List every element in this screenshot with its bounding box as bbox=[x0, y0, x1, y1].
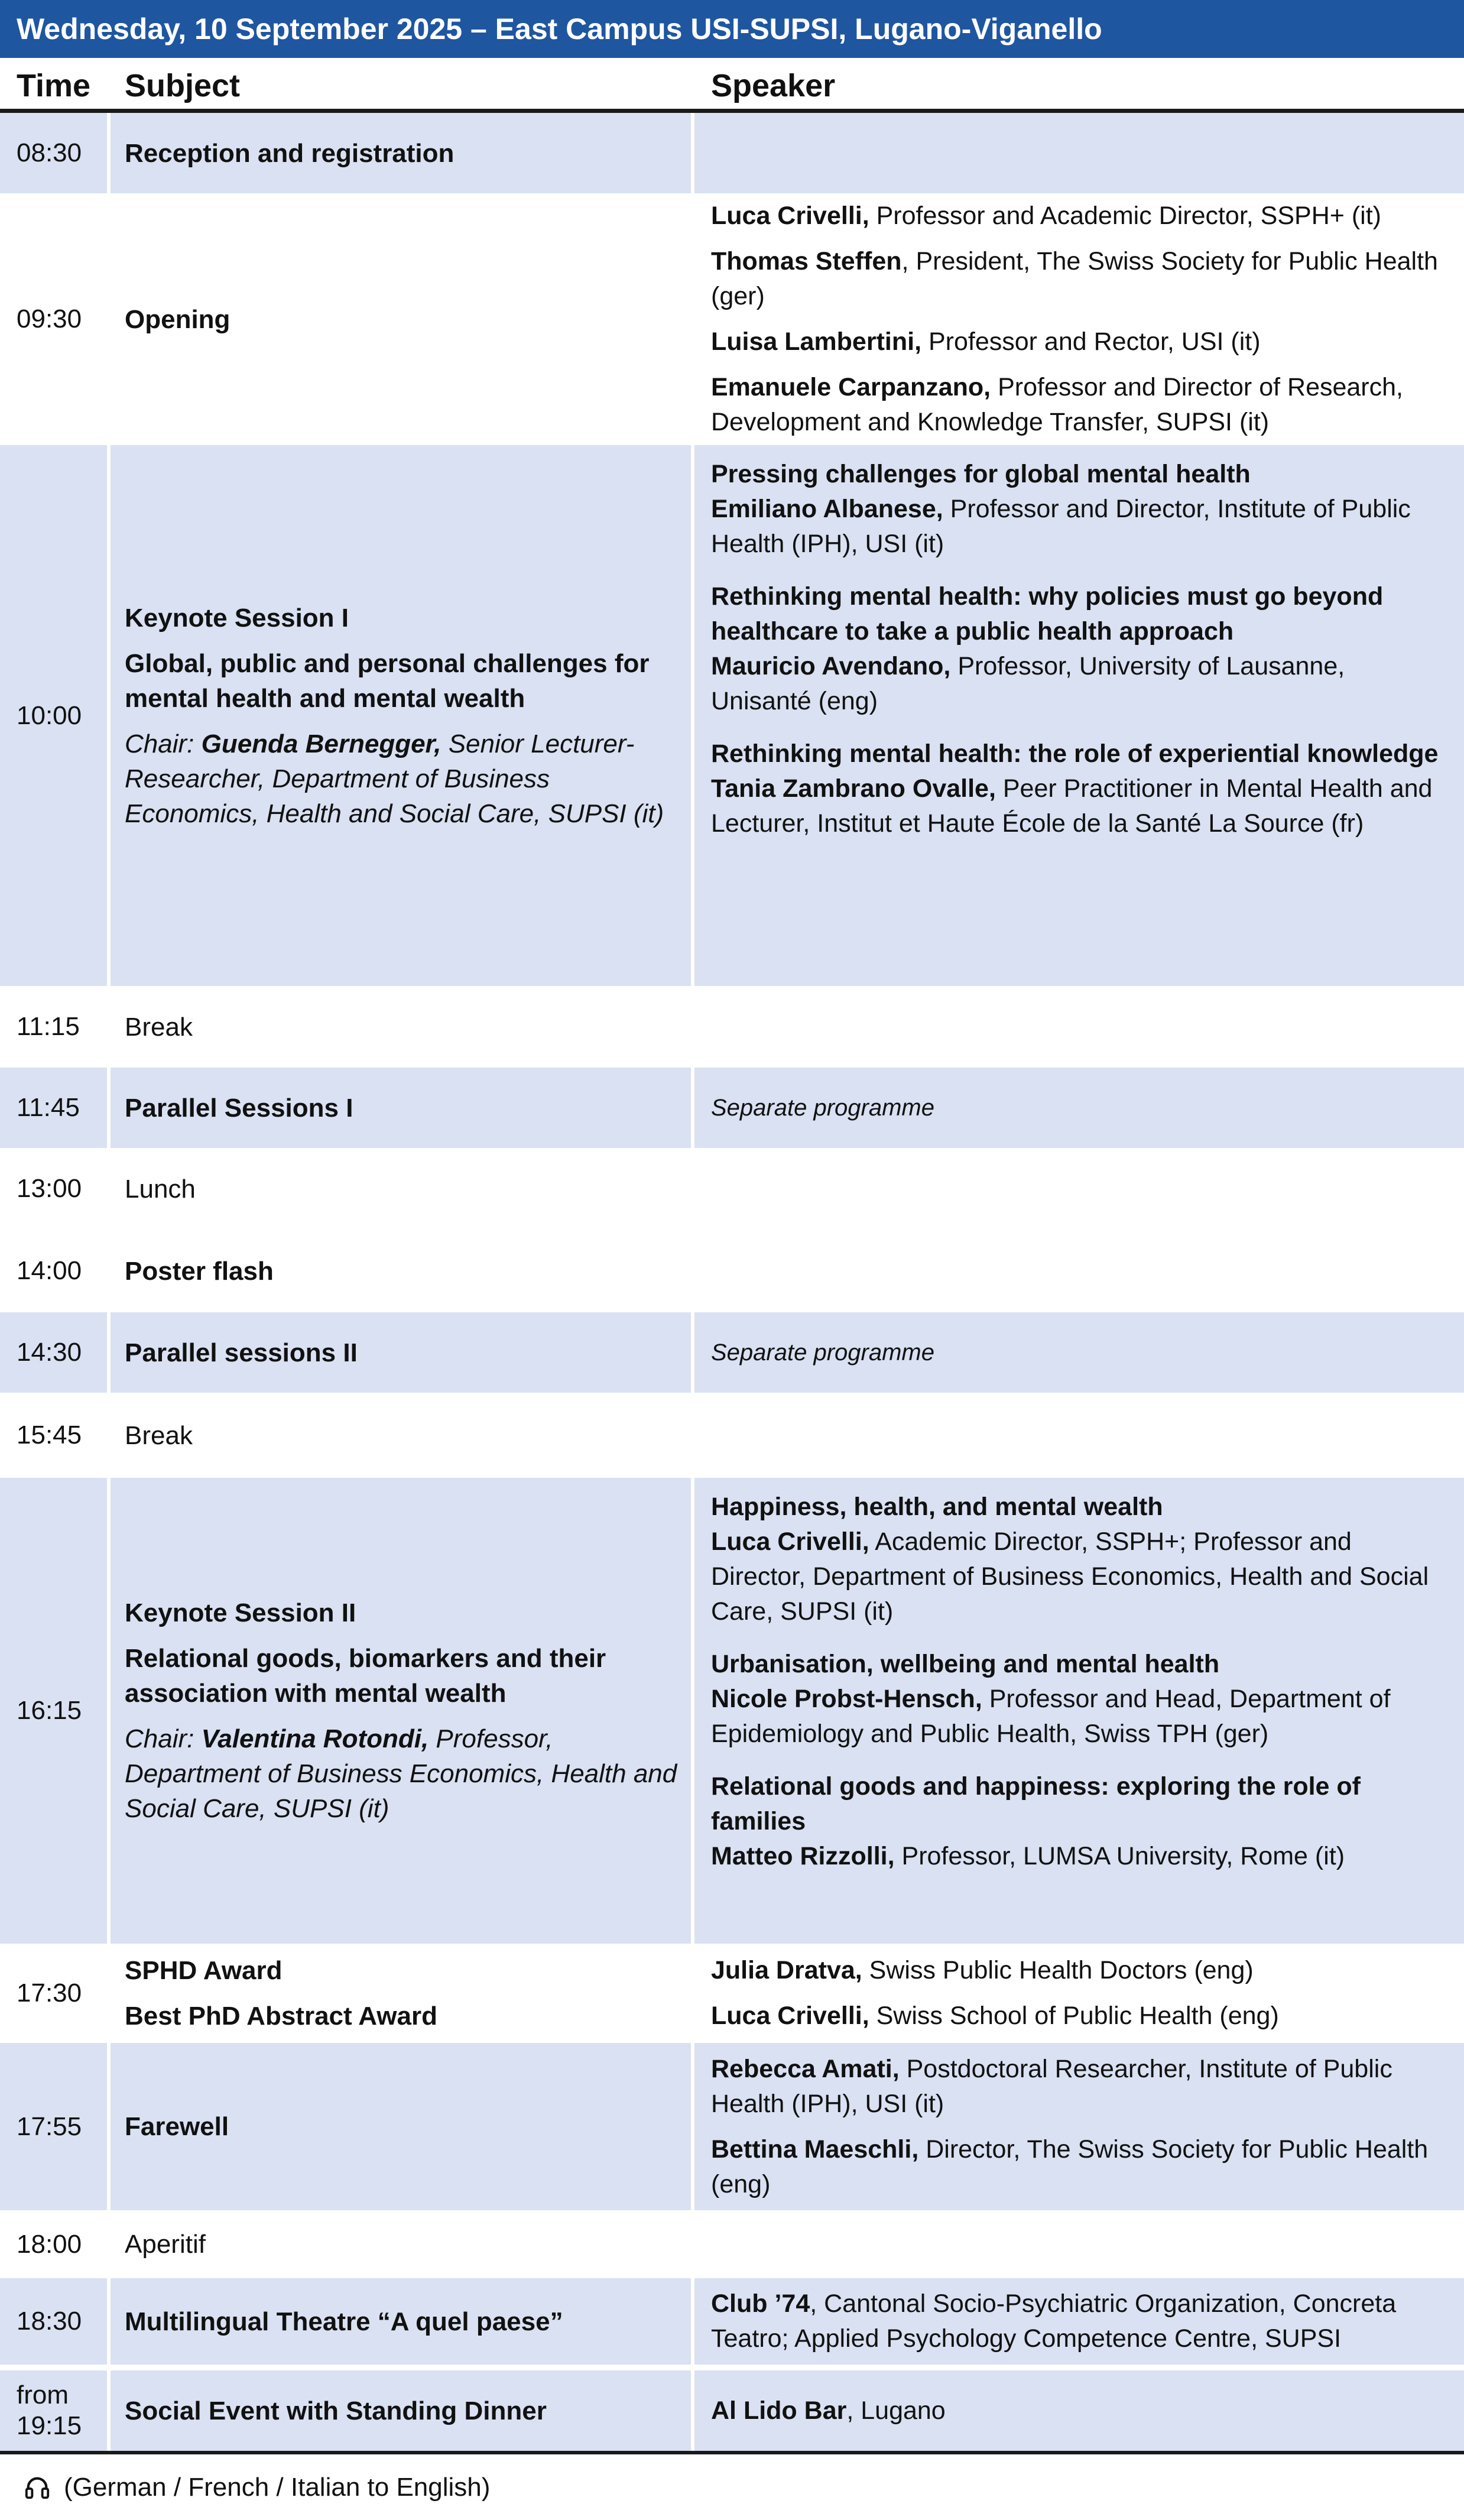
speaker-role: Professor and Director of Research, Development and Knowledge Transfer, SUPSI (it) bbox=[711, 373, 1403, 436]
subject-cell: Reception and registration bbox=[111, 113, 691, 193]
speaker-entry bbox=[711, 199, 1440, 233]
table-row bbox=[0, 113, 1464, 193]
interpretation-note bbox=[24, 2470, 490, 2505]
chair-name: Valentina Rotondi, bbox=[201, 1724, 429, 1753]
subject-cell bbox=[111, 445, 691, 986]
session-label: Keynote Session I bbox=[125, 603, 349, 633]
column-header-speaker: Speaker bbox=[711, 68, 836, 103]
time-cell: 17:30 bbox=[17, 1979, 82, 2007]
speaker-name: Emiliano Albanese, bbox=[711, 495, 943, 523]
speaker-role: Swiss Public Health Doctors (eng) bbox=[862, 1956, 1254, 1984]
speaker-entry bbox=[711, 1839, 1440, 1874]
speaker-role: Professor and Rector, USI (it) bbox=[921, 327, 1261, 356]
subject-cell bbox=[111, 1478, 691, 1944]
time-cell: 14:00 bbox=[17, 1256, 82, 1285]
time-cell bbox=[0, 2370, 107, 2451]
talk-title: Urbanisation, wellbeing and mental health bbox=[711, 1650, 1220, 1678]
time-cell: 16:15 bbox=[0, 1478, 107, 1944]
speaker-role: Professor, LUMSA University, Rome (it) bbox=[894, 1842, 1345, 1870]
table-row bbox=[0, 1230, 1464, 1312]
column-header-subject: Subject bbox=[125, 68, 241, 103]
chair-role: Professor, Department of Business Economics, Health and Social Care, SUPSI (it) bbox=[125, 1724, 677, 1823]
table-row bbox=[0, 1068, 1464, 1148]
speaker-role: Professor and Academic Director, SSPH+ (it) bbox=[869, 202, 1381, 230]
speaker-name: Luca Crivelli, bbox=[711, 2002, 869, 2030]
speaker-cell bbox=[694, 1944, 1464, 2043]
award-name: Best PhD Abstract Award bbox=[125, 2002, 437, 2031]
speaker-entry bbox=[711, 2052, 1440, 2122]
speaker-name: Thomas Steffen bbox=[711, 247, 902, 275]
speaker-name: Emanuele Carpanzano, bbox=[711, 373, 991, 401]
speaker-cell: Separate programme bbox=[694, 1312, 1464, 1393]
page-title: Wednesday, 10 September 2025 – East Campus USI-SUPSI, Lugano-Viganello bbox=[0, 0, 1464, 58]
speaker-entry bbox=[711, 1953, 1440, 1988]
speaker-name: Matteo Rizzolli, bbox=[711, 1842, 895, 1870]
speaker-role: Academic Director, SSPH+; Professor and Director, Department of Business Economics, Health and Social Care, SUPSI (it) bbox=[711, 1527, 1429, 1626]
speaker-name: Luca Crivelli, bbox=[711, 1527, 869, 1556]
speaker-cell bbox=[694, 193, 1464, 445]
speaker-cell bbox=[694, 2370, 1464, 2451]
speaker-entry bbox=[711, 2287, 1440, 2356]
table-row bbox=[0, 1312, 1464, 1393]
column-header-time: Time bbox=[17, 68, 91, 103]
table-row bbox=[0, 1393, 1464, 1478]
time-cell: 11:45 bbox=[0, 1068, 107, 1148]
headphones-icon bbox=[24, 2474, 51, 2501]
session-chair bbox=[125, 727, 679, 831]
subject-cell: Poster flash bbox=[125, 1256, 274, 1286]
session-title: Global, public and personal challenges for mental health and mental wealth bbox=[125, 648, 650, 713]
speaker-cell bbox=[694, 2043, 1464, 2210]
speaker-name: Rebecca Amati, bbox=[711, 2054, 900, 2083]
speaker-entry bbox=[711, 1525, 1440, 1629]
chair-label: Chair: bbox=[125, 729, 202, 758]
subject-cell: Parallel Sessions I bbox=[111, 1068, 691, 1148]
award-name: SPHD Award bbox=[125, 1956, 283, 1985]
speaker-entry bbox=[711, 1682, 1440, 1752]
table-row bbox=[0, 2043, 1464, 2210]
subject-cell: Farewell bbox=[111, 2043, 691, 2210]
footer-text: (German / French / Italian to English) bbox=[64, 2473, 491, 2502]
time-cell: 11:15 bbox=[17, 1012, 80, 1041]
subject-cell: Lunch bbox=[125, 1174, 196, 1204]
time-cell: 15:45 bbox=[17, 1420, 82, 1449]
speaker-entry bbox=[711, 1999, 1440, 2033]
speaker-role: , Lugano bbox=[846, 2396, 946, 2425]
speaker-role: Professor and Director, Institute of Public Health (IPH), USI (it) bbox=[711, 495, 1411, 558]
speaker-name: Bettina Maeschli, bbox=[711, 2135, 919, 2164]
speaker-role: , Cantonal Socio-Psychiatric Organization, Concreta Teatro; Applied Psychology Competence Centre, SUPSI bbox=[711, 2289, 1397, 2353]
speaker-role: Professor, University of Lausanne, Unisanté (eng) bbox=[711, 652, 1345, 715]
speaker-entry bbox=[711, 2132, 1440, 2202]
chair-role: Senior Lecturer-Researcher, Department of Business Economics, Health and Social Care, SUPSI (it) bbox=[125, 729, 664, 828]
chair-label: Chair: bbox=[125, 1724, 202, 1753]
table-row bbox=[0, 1478, 1464, 1944]
speaker-entry bbox=[711, 325, 1440, 359]
speaker-role: Director, The Swiss Society for Public Health (eng) bbox=[711, 2135, 1429, 2198]
speaker-name: Luisa Lambertini, bbox=[711, 327, 922, 356]
speaker-cell: Separate programme bbox=[694, 1068, 1464, 1148]
table-row bbox=[0, 2370, 1464, 2451]
subject-cell: Aperitif bbox=[125, 2230, 206, 2259]
speaker-entry bbox=[711, 649, 1440, 719]
subject-cell: Break bbox=[125, 1420, 193, 1450]
table-row bbox=[0, 1944, 1464, 2043]
speaker-role: , President, The Swiss Society for Public Health (ger) bbox=[711, 247, 1438, 310]
subject-cell: Multilingual Theatre “A quel paese” bbox=[111, 2278, 691, 2365]
time-cell: 10:00 bbox=[0, 445, 107, 986]
talk-title: Relational goods and happiness: exploring the role of families bbox=[711, 1772, 1361, 1835]
chair-name: Guenda Bernegger, bbox=[201, 729, 442, 758]
subject-cell: Break bbox=[125, 1012, 193, 1042]
header-rule bbox=[0, 109, 1464, 113]
footer-rule bbox=[0, 2451, 1464, 2454]
speaker-cell bbox=[694, 445, 1464, 986]
speaker-role: Swiss School of Public Health (eng) bbox=[869, 2002, 1279, 2030]
speaker-name: Mauricio Avendano, bbox=[711, 652, 951, 680]
session-label: Keynote Session II bbox=[125, 1598, 356, 1627]
session-chair bbox=[125, 1721, 679, 1826]
time-cell: 18:30 bbox=[0, 2278, 107, 2365]
talk-title: Rethinking mental health: the role of experiential knowledge bbox=[711, 740, 1439, 768]
table-row bbox=[0, 1148, 1464, 1230]
time-cell: 18:00 bbox=[17, 2229, 82, 2259]
talk-title: Pressing challenges for global mental health bbox=[711, 460, 1251, 488]
time-cell: 17:55 bbox=[0, 2043, 107, 2210]
speaker-role: Peer Practitioner in Mental Health and Lecturer, Institut et Haute École de la Santé La Source (fr) bbox=[711, 774, 1433, 838]
speaker-name: Nicole Probst-Hensch, bbox=[711, 1685, 982, 1713]
session-title: Relational goods, biomarkers and their association with mental wealth bbox=[125, 1644, 606, 1708]
speaker-cell bbox=[694, 1478, 1464, 1944]
time-cell: 08:30 bbox=[0, 113, 107, 193]
speaker-cell bbox=[694, 113, 1464, 193]
speaker-entry bbox=[711, 492, 1440, 562]
speaker-entry bbox=[711, 244, 1440, 314]
table-row bbox=[0, 193, 1464, 445]
speaker-name: Club ’74 bbox=[711, 2289, 810, 2318]
talk-title: Happiness, health, and mental wealth bbox=[711, 1493, 1163, 1521]
table-row bbox=[0, 2210, 1464, 2278]
speaker-name: Luca Crivelli, bbox=[711, 202, 869, 230]
table-row bbox=[0, 445, 1464, 986]
table-row bbox=[0, 986, 1464, 1068]
speaker-role: Postdoctoral Researcher, Institute of Public Health (IPH), USI (it) bbox=[711, 2054, 1392, 2118]
speaker-name: Tania Zambrano Ovalle, bbox=[711, 774, 996, 803]
time-prefix: from bbox=[17, 2380, 69, 2409]
speaker-entry bbox=[711, 2393, 1440, 2428]
time-value: 19:15 bbox=[17, 2411, 82, 2440]
subject-cell bbox=[111, 1944, 691, 2043]
table-row bbox=[0, 2278, 1464, 2365]
time-cell: 09:30 bbox=[17, 304, 82, 333]
talk-title: Rethinking mental health: why policies must go beyond healthcare to take a public health approach bbox=[711, 582, 1384, 646]
subject-cell: Social Event with Standing Dinner bbox=[111, 2370, 691, 2451]
time-cell: 14:30 bbox=[0, 1312, 107, 1393]
speaker-name: Julia Dratva, bbox=[711, 1956, 862, 1984]
subject-cell: Parallel sessions II bbox=[111, 1312, 691, 1393]
speaker-name: Al Lido Bar bbox=[711, 2396, 847, 2425]
speaker-role: Professor and Head, Department of Epidemiology and Public Health, Swiss TPH (ger) bbox=[711, 1685, 1391, 1748]
speaker-entry bbox=[711, 771, 1440, 841]
speaker-entry bbox=[711, 370, 1440, 440]
subject-cell: Opening bbox=[125, 304, 231, 334]
time-cell: 13:00 bbox=[17, 1174, 82, 1203]
speaker-cell bbox=[694, 2278, 1464, 2365]
